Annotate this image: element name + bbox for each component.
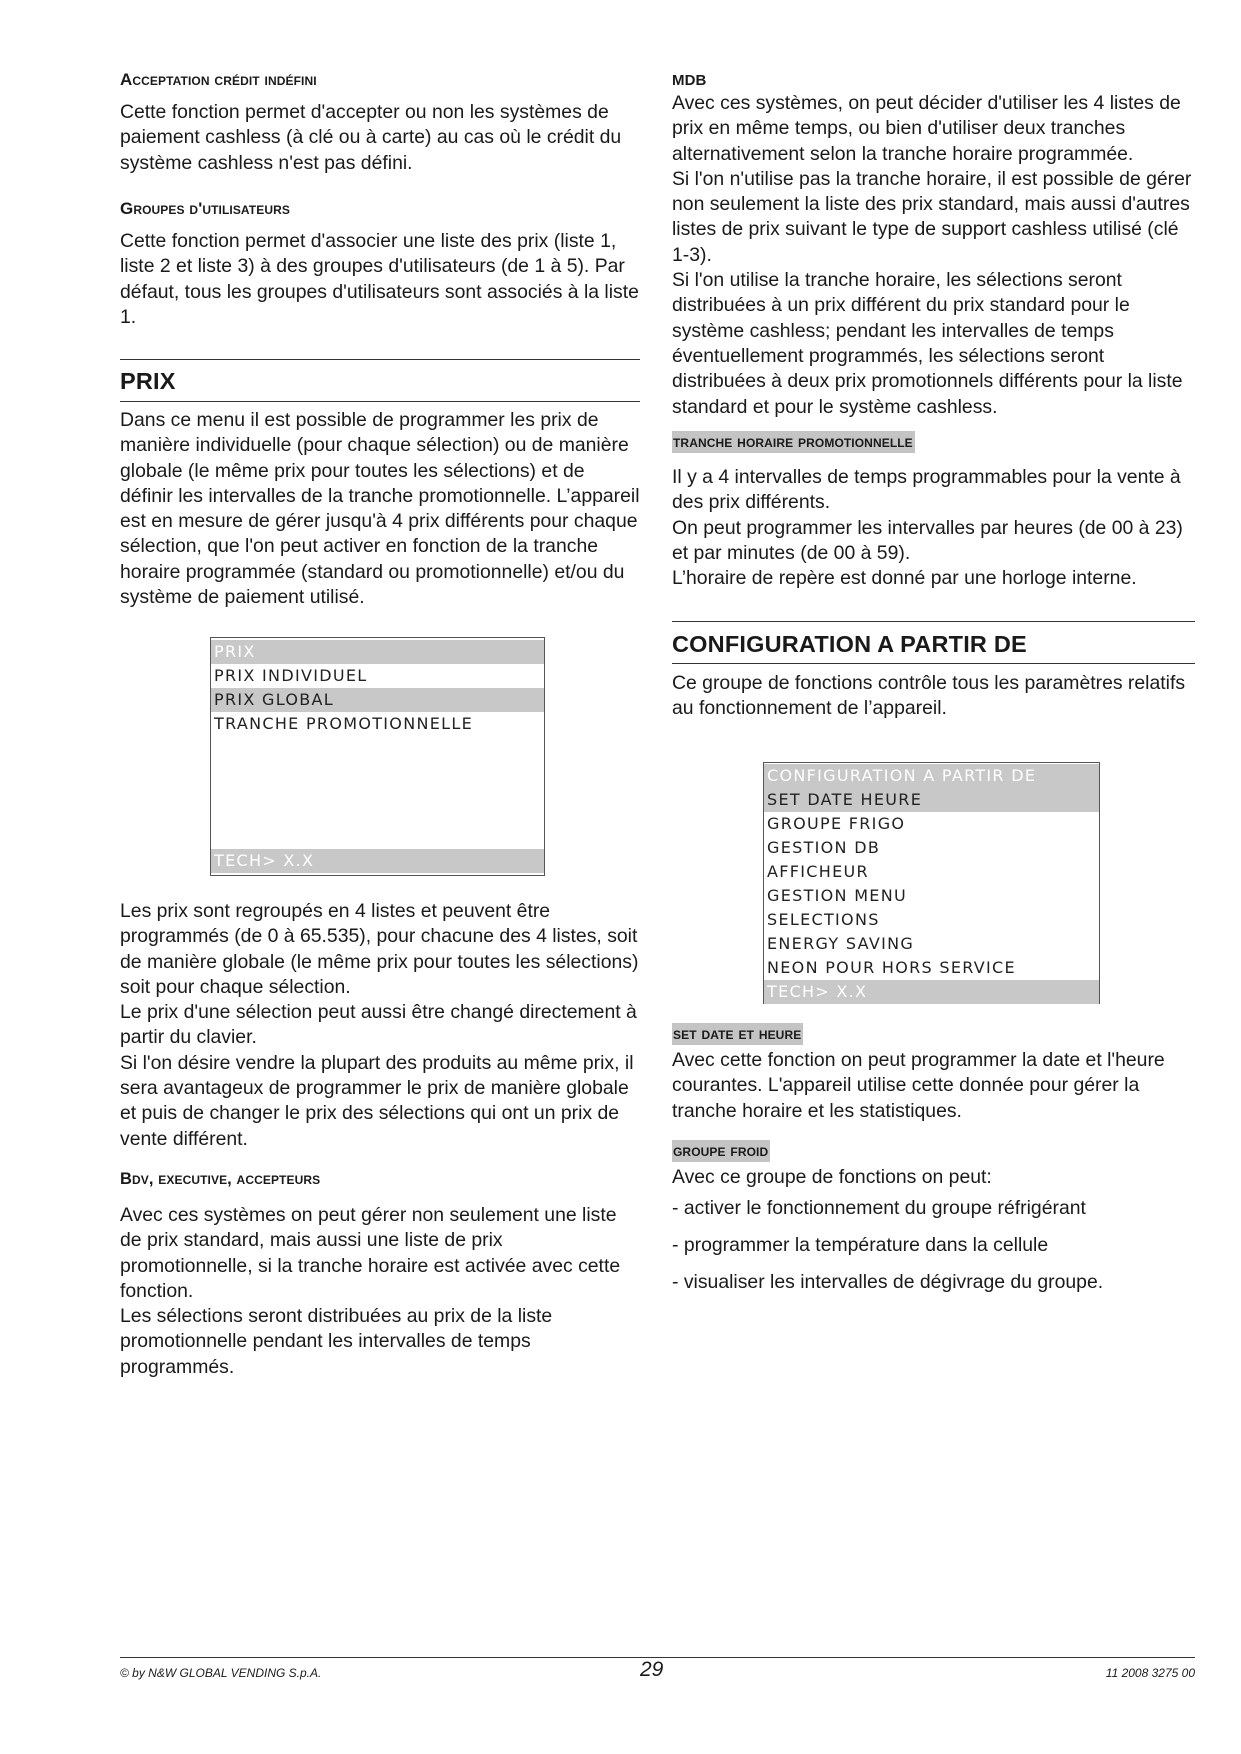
screen-item: GESTION MENU bbox=[767, 886, 907, 905]
screen-item: NEON POUR HORS SERVICE bbox=[767, 958, 1016, 977]
screen-item: GROUPE FRIGO bbox=[767, 814, 906, 833]
groupe-froid-item: - visualiser les intervalles de dégivrage du groupe. bbox=[672, 1271, 1104, 1294]
listes-text: Les prix sont regroupés en 4 listes et peuvent être programmés (de 0 à 65.535), pour chacune des 4 listes, soit de manière globale (le même prix pour toutes les sélections) soit pour chaque sélection. Le prix d'une sélection peut aussi être changé directement à partir du clavier. Si l'on désire vendre la plupart des produits au même prix, il sera avantageux de programmer le prix de manière globale et puis de changer le prix des sélections qui ont un prix de vente différent. bbox=[120, 900, 639, 1150]
groupe-froid-title-label: groupe froid bbox=[673, 1141, 769, 1160]
screen-item: ENERGY SAVING bbox=[767, 934, 915, 953]
prix-heading: PRIX bbox=[120, 368, 176, 394]
screen-item: PRIX INDIVIDUEL bbox=[214, 666, 368, 685]
footer-copyright: © by N&W GLOBAL VENDING S.p.A. bbox=[120, 1666, 322, 1680]
config-heading: CONFIGURATION A PARTIR DE bbox=[672, 631, 1027, 657]
screen-item: TRANCHE PROMOTIONNELLE bbox=[214, 714, 473, 733]
config-section bbox=[672, 671, 1195, 722]
listes-section bbox=[120, 899, 640, 1152]
groupes-text: Cette fonction permet d'associer une liste des prix (liste 1, liste 2 et liste 3) à des groupes d'utilisateurs (de 1 à 5). Par défaut, tous les groupes d'utilisateurs sont associés à la liste 1. bbox=[120, 230, 639, 328]
groupe-froid-item: - programmer la température dans la cellule bbox=[672, 1234, 1049, 1257]
config-rule-top bbox=[672, 621, 1195, 622]
prix-rule-bottom bbox=[120, 401, 640, 402]
screen-title: PRIX bbox=[211, 640, 544, 664]
footer-code: 11 2008 3275 00 bbox=[1105, 1666, 1195, 1680]
setdate-section bbox=[672, 1023, 1195, 1124]
groupes-section bbox=[120, 199, 640, 330]
bdv-section bbox=[120, 1170, 640, 1380]
groupe-froid-intro: Avec ce groupe de fonctions on peut: bbox=[672, 1166, 992, 1188]
bdv-title: Bdv, executive, accepteurs bbox=[120, 1170, 321, 1188]
groupe-froid-section bbox=[672, 1140, 1195, 1295]
setdate-title-label: set date et heure bbox=[673, 1024, 802, 1043]
screen-footer: TECH> X.X bbox=[211, 849, 544, 873]
screen-item: AFFICHEUR bbox=[767, 862, 869, 881]
config-text: Ce groupe de fonctions contrôle tous les paramètres relatifs au fonctionnement de l’appareil. bbox=[672, 672, 1186, 720]
screen-item: SET DATE HEURE bbox=[764, 788, 1099, 812]
setdate-text: Avec cette fonction on peut programmer la date et l'heure courantes. L'appareil utilise cette donnée pour gérer la tranche horaire et les statistiques. bbox=[672, 1049, 1165, 1122]
setdate-title bbox=[672, 1023, 1195, 1045]
tranche-title bbox=[672, 431, 1195, 453]
groupe-froid-title bbox=[672, 1140, 1195, 1162]
mdb-title: MDB bbox=[672, 72, 707, 89]
tranche-text: Il y a 4 intervalles de temps programmables pour la vente à des prix différents. On peut programmer les intervalles par heures (de 00 à 23) et par minutes (de 00 à 59). L’horaire de repère est donné par une horloge interne. bbox=[672, 466, 1183, 590]
prix-screen bbox=[210, 637, 545, 876]
prix-rule-top bbox=[120, 359, 640, 360]
tranche-title-label: tranche horaire promotionnelle bbox=[673, 432, 913, 451]
screen-item: SELECTIONS bbox=[767, 910, 880, 929]
prix-text: Dans ce menu il est possible de programmer les prix de manière individuelle (pour chaque sélection) ou de manière globale (le même prix pour toutes les sélections) et de définir les intervalles de la tranche promotionnelle. L’appareil est en mesure de gérer jusqu'à 4 prix différents pour chaque sélection, que l'on peut activer en fonction de la tranche horaire programmée (standard ou promotionnelle) et/ou du système de paiement utilisé. bbox=[120, 409, 640, 609]
mdb-section bbox=[672, 72, 1195, 420]
groupe-froid-item: - activer le fonctionnement du groupe réfrigérant bbox=[672, 1197, 1086, 1220]
mdb-text: Avec ces systèmes, on peut décider d'utiliser les 4 listes de prix en même temps, ou bien d'utiliser deux tranches alternativement selon la tranche horaire programmée. Si l'on n'utilise pas la tranche horaire, il est possible de gérer non seulement la liste des prix standard, mais aussi d'autres listes de prix suivant le type de support cashless utilisé (clé 1-3). Si l'on utilise la tranche horaire, les sélections seront distribuées à un prix différent du prix standard pour le système cashless; pendant les intervalles de temps éventuellement programmés, les sélections seront distribuées à deux prix promotionnels différents pour la liste standard et pour le système cashless. bbox=[672, 92, 1192, 418]
bdv-text: Avec ces systèmes on peut gérer non seulement une liste de prix standard, mais aussi une liste de prix promotionnelle, si la tranche horaire est activée avec cette fonction. Les sélections seront distribuées au prix de la liste promotionnelle pendant les intervalles de temps programmés. bbox=[120, 1204, 621, 1378]
screen-title: CONFIGURATION A PARTIR DE bbox=[764, 764, 1099, 788]
acceptation-section bbox=[120, 70, 640, 176]
prix-section bbox=[120, 408, 640, 610]
screen-item: PRIX GLOBAL bbox=[211, 688, 544, 712]
tranche-section bbox=[672, 431, 1195, 591]
groupes-title: Groupes d'utilisateurs bbox=[120, 199, 290, 218]
screen-footer: TECH> X.X bbox=[764, 980, 1099, 1004]
acceptation-text: Cette fonction permet d'accepter ou non les systèmes de paiement cashless (à clé ou à carte) au cas où le crédit du système cashless n'est pas défini. bbox=[120, 101, 622, 174]
screen-item: GESTION DB bbox=[767, 838, 881, 857]
config-screen bbox=[763, 762, 1100, 1004]
config-rule-bottom bbox=[672, 663, 1195, 664]
acceptation-title: Acceptation crédit indéfini bbox=[120, 70, 317, 89]
page-number: 29 bbox=[640, 1658, 664, 1681]
